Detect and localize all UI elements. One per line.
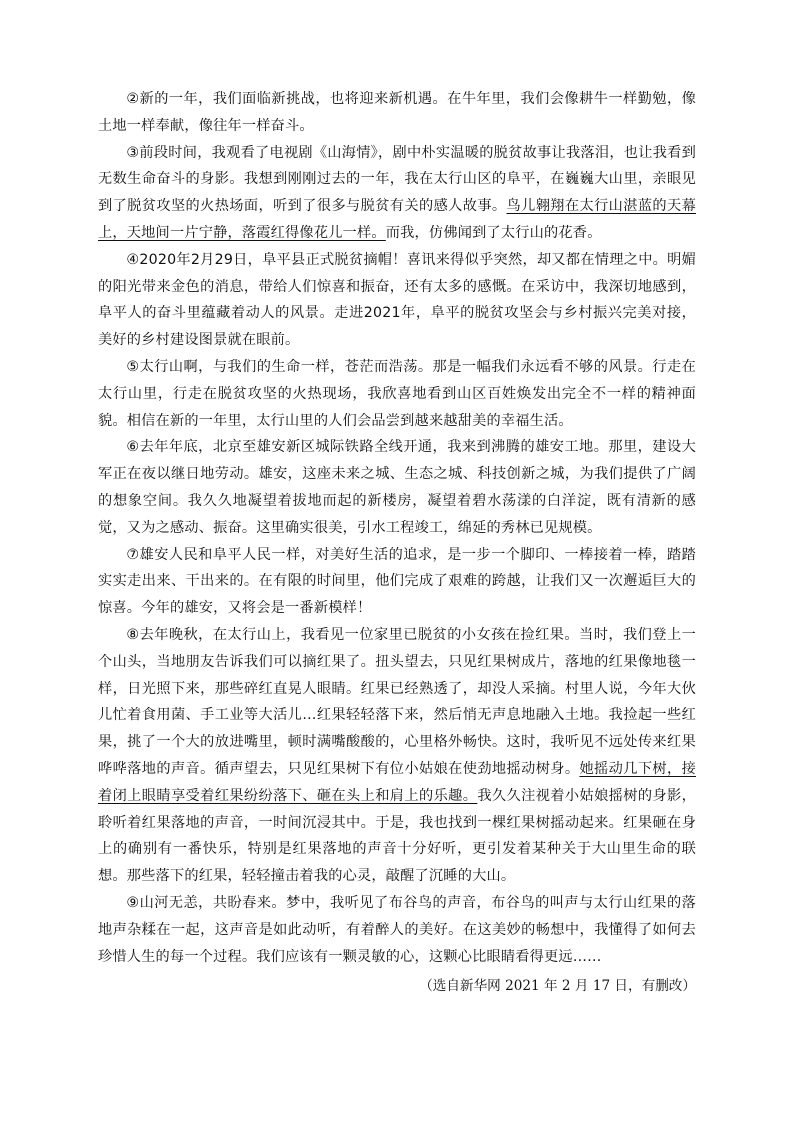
source-citation: （选自新华网 2021 年 2 月 17 日，有删改） [419, 978, 696, 995]
underlined-sentence: 她摇动几下树，接着闭上眼睛享受着红果纷纷落下、砸在头上和肩上的乐趣。 [98, 760, 696, 804]
paragraph-7 [98, 542, 696, 622]
paragraph-text: 我久久注视着小姑娘摇树的身影，聆听着红果落地的声音，一时间沉浸其中。于是，我也找到一棵红果树摇动起来。红果砸在身上的确别有一番快乐，特别是红果落地的声音十分好听，更引发着某种关于大山里生命的联想。那些落下的红果，轻轻撞击着我的心灵，敲醒了沉睡的大山。 [98, 787, 696, 885]
paragraph-text: 而我，仿佛闻到了太行山的花香。 [385, 224, 602, 241]
paragraph-8 [98, 622, 696, 890]
paragraph-6 [98, 434, 696, 541]
underlined-sentence: 鸟儿翱翔在太行山湛蓝的天幕上，天地间一片宁静，落霞红得像花儿一样。 [98, 198, 696, 241]
paragraph-2 [98, 86, 696, 140]
paragraph-9 [98, 890, 696, 970]
paragraph-3 [98, 140, 696, 247]
paragraph-text: ②新的一年，我们面临新挑战，也将迎来新机遇。在牛年里，我们会像耕牛一样勤勉，像土地一样奉献，像往年一样奋斗。 [98, 91, 696, 134]
paragraph-text: ④2020年2月29日，阜平县正式脱贫摘帽！喜讯来得似乎突然，却又都在情理之中。明媚的阳光带来金色的消息，带给人们惊喜和振奋，还有太多的感慨。在采访中，我深切地感到，阜平人的奋斗里蕴藏着动人的风景。走进2021年，阜平的脱贫攻坚会与乡村振兴完美对接，美好的乡村建设图景就在眼前。 [98, 251, 696, 349]
paragraph-text: ⑨山河无恙，共盼春来。梦中，我听见了布谷鸟的声音，布谷鸟的叫声与太行山红果的落地声杂糅在一起，这声音是如此动听，有着醉人的美好。在这美妙的畅想中，我懂得了如何去珍惜人生的每一个过程。我们应该有一颗灵敏的心，这颗心比眼睛看得更远…… [98, 894, 696, 965]
article-body [98, 86, 696, 970]
paragraph-text: ③前段时间，我观看了电视剧《山海情》，剧中朴实温暖的脱贫故事让我落泪，也让我看到无数生命奋斗的身影。我想到刚刚过去的一年，我在太行山区的阜平，在巍巍大山里，亲眼见到了脱贫攻坚的火热场面，听到了很多与脱贫有关的感人故事。 [98, 144, 696, 215]
paragraph-text: ⑧去年晚秋，在太行山上，我看见一位家里已脱贫的小女孩在捡红果。当时，我们登上一个山头，当地朋友告诉我们可以摘红果了。扭头望去，只见红果树成片，落地的红果像地毯一样，日光照下来，那些碎红直晃人眼睛。红果已经熟透了，却没人采摘。村里人说，今年大伙儿忙着食用菌、手工业等大活儿…红果轻轻落下来，然后悄无声息地融入土地。我捡起一些红果，挑了一个大的放进嘴里，顿时满嘴酸酸的，心里格外畅快。这时，我听见不远处传来红果哗哗落地的声音。循声望去，只见红果树下有位小姑娘在使劲地摇动树身。 [98, 626, 696, 777]
paragraph-5 [98, 354, 696, 434]
paragraph-4 [98, 247, 696, 354]
paragraph-text: ⑥去年年底，北京至雄安新区城际铁路全线开通，我来到沸腾的雄安工地。那里，建设大军正在夜以继日地劳动。雄安，这座未来之城、生态之城、科技创新之城，为我们提供了广阔的想象空间。我久久地凝望着拔地而起的新楼房，凝望着碧水荡漾的白洋淀，既有清新的感觉，又为之感动、振奋。这里确实很美，引水工程竣工，绵延的秀林已见规模。 [98, 439, 696, 536]
paragraph-text: ⑦雄安人民和阜平人民一样，对美好生活的追求，是一步一个脚印、一棒接着一棒，踏踏实实走出来、干出来的。在有限的时间里，他们完成了艰难的跨越，让我们又一次邂逅巨大的惊喜。今年的雄安，又将会是一番新模样！ [98, 546, 696, 617]
paragraph-text: ⑤太行山啊，与我们的生命一样，苍茫而浩荡。那是一幅我们永远看不够的风景。行走在太行山里，行走在脱贫攻坚的火热现场，我欣喜地看到山区百姓焕发出完全不一样的精神面貌。相信在新的一年里，太行山里的人们会品尝到越来越甜美的幸福生活。 [98, 358, 696, 429]
